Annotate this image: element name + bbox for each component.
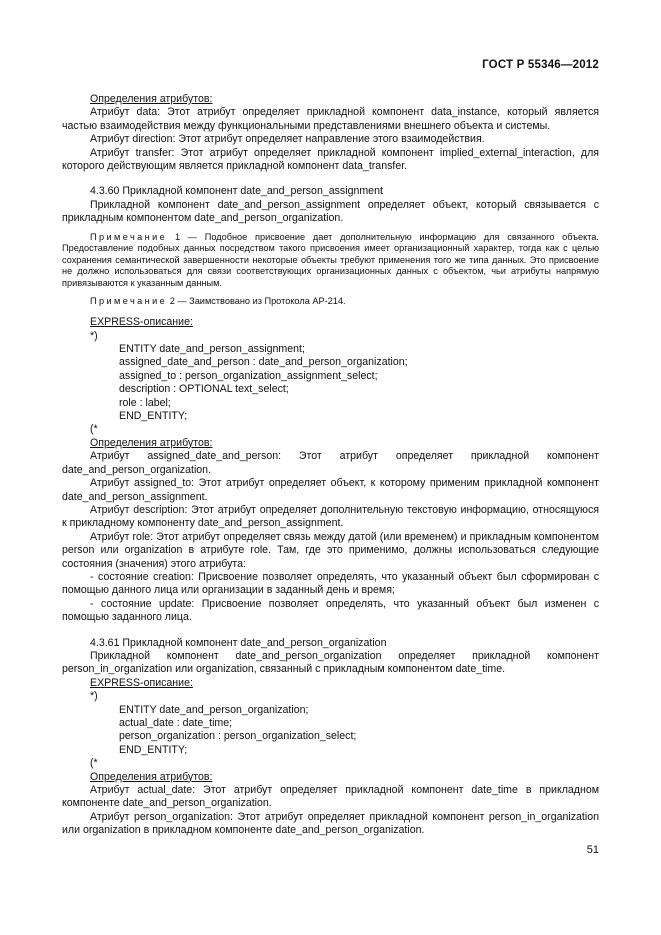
code-line: assigned_to : person_organization_assignment_select; [119,369,378,382]
code-line: person_organization : person_organization_select; [119,730,357,743]
express-label: EXPRESS-описание: [90,316,193,329]
note-text: 1 — Подобное присвоение дает дополнительную информацию для связанного объекта. Предоставление подобных данных посредством такого присвоения имеет организационный характер, тогда как с целью сохранения семантической завершенности некоторые объекты требуют применения того же типа данных. Это присвоение не должно использоваться для связи соответствующих организационных данных с объектом, чьи атрибуты напрямую привязываются к указанным данным. [62,231,599,289]
definition-paragraph: Атрибут assigned_date_and_person: Этот атрибут определяет прикладной компонент date_and_person_organization. [62,450,599,476]
section-title-4-3-60: 4.3.60 Прикладной компонент date_and_person_assignment [90,185,383,198]
section-paragraph: Прикладной компонент date_and_person_organization определяет прикладной компонент person_in_organization или organization, связанный с прикладным компонентом date_time. [62,649,599,676]
express-close-marker: (* [90,423,98,436]
page-body [62,93,599,838]
code-line: END_ENTITY; [119,743,188,756]
definition-paragraph: Атрибут transfer: Этот атрибут определяет прикладной компонент implied_external_interaction, для которого действующим является прикладной компонент data_transfer. [62,146,599,173]
code-line: ENTITY date_and_person_organization; [119,703,309,716]
attribute-definitions-heading: Определения атрибутов: [90,436,213,449]
section-title-4-3-61: 4.3.61 Прикладной компонент date_and_person_organization [90,636,387,649]
page-number: 51 [586,844,599,856]
code-line: assigned_date_and_person : date_and_person_organization; [119,356,408,369]
definition-paragraph: Атрибут role: Этот атрибут определяет связь между датой (или временем) и прикладным компонентом person или organization в атрибуте role. Там, где это применимо, должны использоваться следующие состояния (значения) этого атрибута: [62,530,599,570]
note-label: Примечание [90,231,168,242]
attribute-definitions-heading: Определения атрибутов: [90,93,213,105]
express-open-marker: *) [90,690,98,703]
code-line: END_ENTITY; [119,410,188,423]
definition-paragraph: Атрибут direction: Этот атрибут определяет направление этого взаимодействия. [90,133,485,146]
express-close-marker: (* [90,757,98,770]
definition-paragraph: Атрибут data: Этот атрибут определяет прикладной компонент data_instance, который является частью взаимодействия между функциональными представлениями внешнего объекта и системы. [62,106,599,132]
definition-paragraph: Атрибут description: Этот атрибут определяет дополнительную текстовую информацию, относящуюся к прикладному компоненту date_and_person_assignment. [62,503,599,530]
definition-paragraph: Атрибут actual_date: Этот атрибут определяет прикладной компонент date_time в прикладном компоненте date_and_person_organization. [62,784,599,810]
code-line: description : OPTIONAL text_select; [119,383,289,396]
code-line: role : label; [119,396,171,409]
state-item: - состояние creation: Присвоение позволяет определять, что указанный объект был сформирован с помощью данного лица или организации в заданный день и время; [62,570,599,597]
note-text: 2 — Заимствовано из Протокола АР-214. [169,295,346,306]
code-line: actual_date : date_time; [119,717,233,729]
document-id-header: ГОСТ Р 55346—2012 [482,59,599,71]
note-2 [62,296,599,308]
definition-paragraph: Атрибут assigned_to: Этот атрибут определяет объект, к которому применим прикладной компонент date_and_person_assignment. [62,477,599,503]
express-label: EXPRESS-описание: [90,676,193,689]
definition-paragraph: Атрибут person_organization: Этот атрибут определяет прикладной компонент person_in_organization или organization в прикладном компоненте date_and_person_organization. [62,810,599,837]
code-line: ENTITY date_and_person_assignment; [119,343,305,356]
section-paragraph: Прикладной компонент date_and_person_assignment определяет объект, который связывается с прикладным компонентом date_and_person_organization. [62,198,599,225]
note-1 [62,232,599,290]
note-label: Примечание [90,295,168,306]
state-item: - состояние update: Присвоение позволяет определять, что указанный объект был изменен с помощью заданного лица. [62,597,599,624]
attribute-definitions-heading: Определения атрибутов: [90,770,213,783]
express-open-marker: *) [90,329,98,342]
